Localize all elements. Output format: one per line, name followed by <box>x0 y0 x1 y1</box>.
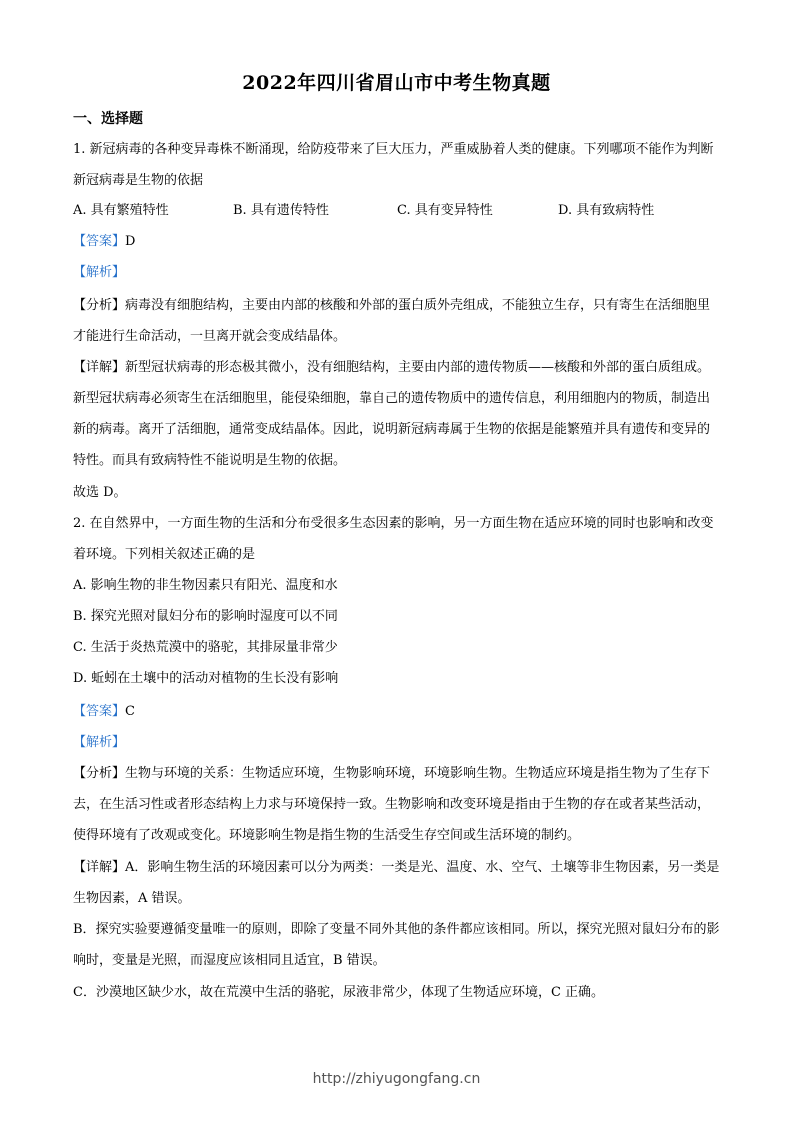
q1-fenxi-text: 病毒没有细胞结构，主要由内部的核酸和外部的蛋白质外壳组成，不能独立生存，只有寄生在活细胞里才能进行生命活动，一旦离开就会变成结晶体。 <box>73 298 711 344</box>
q1-answer-tag: 【答案】 <box>73 234 126 249</box>
q2-option-d: D. 蚯蚓在土壤中的活动对植物的生长没有影响 <box>73 671 339 686</box>
q2-answer <box>73 702 135 722</box>
q1-xiangjie-text: 新型冠状病毒的形态极其微小，没有细胞结构，主要由内部的遗传物质——核酸和外部的蛋白质组成。新型冠状病毒必须寄生在活细胞里，能侵染细胞，靠自己的遗传物质中的遗传信息，利用细胞内的物质，制造出新的病毒。离开了活细胞，通常变成结晶体。因此，说明新冠病毒属于生物的依据是能繁殖并具有遗传和变异的特性。而具有致病特性不能说明是生物的依据。 <box>73 360 711 468</box>
question-1-stem: 1. 新冠病毒的各种变异毒株不断涌现，给防疫带来了巨大压力，严重威胁着人类的健康。下列哪项不能作为判断新冠病毒是生物的依据 <box>73 142 714 188</box>
q1-conclusion: 故选 D。 <box>73 485 127 500</box>
q1-fenxi <box>73 290 721 352</box>
q2-answer-value: C <box>125 704 135 719</box>
q2-xiangjie-text: A．影响生物生活的环境因素可以分为两类：一类是光、温度、水、空气、土壤等非生物因素，另一类是生物因素，A 错误。 <box>73 860 720 906</box>
q1-option-d: D. 具有致病特性 <box>558 203 655 218</box>
q2-detail-b: B．探究实验要遵循变量唯一的原则，即除了变量不同外其他的条件都应该相同。所以，探究光照对鼠妇分布的影响时，变量是光照，而湿度应该相同且适宜，B 错误。 <box>73 922 720 968</box>
q1-xiangjie <box>73 352 721 476</box>
section-heading: 一、选择题 <box>73 111 143 127</box>
q2-option-c: C. 生活于炎热荒漠中的骆驼，其排尿量非常少 <box>73 640 338 655</box>
q2-option-a: A. 影响生物的非生物因素只有阳光、温度和水 <box>73 578 338 593</box>
q1-xiangjie-tag: 【详解】 <box>73 360 126 375</box>
q2-fenxi-tag: 【分析】 <box>73 766 126 781</box>
q1-option-b: B. 具有遗传特性 <box>233 203 329 218</box>
footer-url: http://zhiyugongfang.cn <box>312 1071 481 1087</box>
q2-analysis-tag: 【解析】 <box>73 735 126 750</box>
q2-xiangjie-tag: 【详解】 <box>73 860 126 875</box>
q1-answer <box>73 232 135 252</box>
q2-detail-c: C．沙漠地区缺少水，故在荒漠中生活的骆驼，尿液非常少，体现了生物适应环境，C 正确。 <box>73 985 605 1000</box>
q2-answer-tag: 【答案】 <box>73 704 126 719</box>
page-title: 2022年四川省眉山市中考生物真题 <box>242 72 551 94</box>
question-2-stem: 2. 在自然界中，一方面生物的生活和分布受很多生态因素的影响，另一方面生物在适应环境的同时也影响和改变着环境。下列相关叙述正确的是 <box>73 516 714 562</box>
q2-option-b: B. 探究光照对鼠妇分布的影响时湿度可以不同 <box>73 609 338 624</box>
q2-fenxi <box>73 758 721 851</box>
q2-fenxi-text: 生物与环境的关系：生物适应环境，生物影响环境，环境影响生物。生物适应环境是指生物为了生存下去，在生活习性或者形态结构上力求与环境保持一致。生物影响和改变环境是指由于生物的存在或者某些活动，使得环境有了改观或变化。环境影响生物是指生物的生活受生存空间或生活环境的制约。 <box>73 766 711 843</box>
q1-option-c: C. 具有变异特性 <box>397 203 493 218</box>
q1-fenxi-tag: 【分析】 <box>73 298 126 313</box>
q2-xiangjie <box>73 852 721 914</box>
q1-analysis-tag: 【解析】 <box>73 265 126 280</box>
q1-option-a: A. 具有繁殖特性 <box>73 203 169 218</box>
q1-answer-value: D <box>125 234 136 249</box>
